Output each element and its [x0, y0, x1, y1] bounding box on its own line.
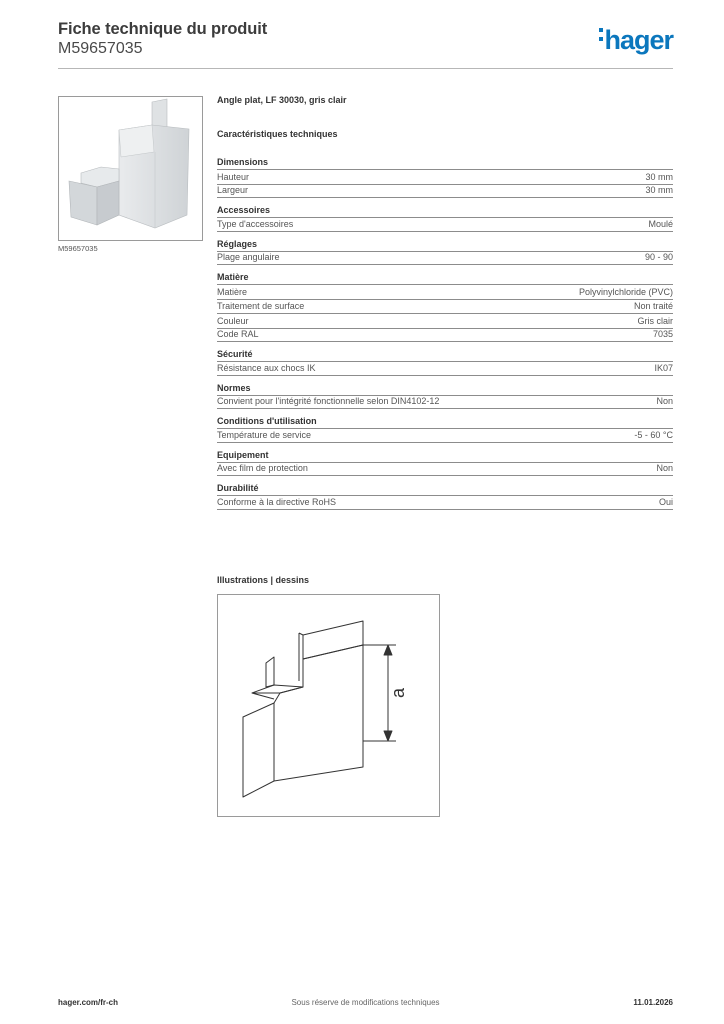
spec-rows	[217, 217, 673, 232]
dimension-drawing-icon	[218, 595, 439, 816]
dimension-drawing	[217, 594, 440, 817]
spec-row	[217, 284, 673, 299]
section-title: Durabilité	[217, 483, 259, 493]
spec-row	[217, 313, 673, 328]
spec-value: Non traité	[633, 301, 673, 311]
spec-row	[217, 428, 673, 443]
spec-value: 30 mm	[645, 171, 673, 182]
spec-value: Non	[656, 396, 673, 406]
spec-value: Moulé	[648, 218, 673, 229]
spec-row	[217, 184, 673, 199]
spec-rows	[217, 462, 673, 477]
spec-section	[217, 415, 673, 443]
spec-label: Plage angulaire	[217, 252, 280, 262]
spec-rows	[217, 395, 673, 410]
spec-rows	[217, 495, 673, 510]
spec-label: Température de service	[217, 429, 312, 440]
spec-label: Type d'accessoires	[217, 218, 294, 229]
spec-section	[217, 482, 673, 510]
spec-label: Couleur	[217, 315, 249, 326]
spec-value: 7035	[652, 329, 673, 339]
spec-label: Matière	[217, 286, 248, 297]
product-reference: M59657035	[58, 40, 143, 57]
spec-rows	[217, 169, 673, 198]
spec-rows	[217, 251, 673, 266]
tech-specs-title: Caractéristiques techniques	[217, 129, 338, 139]
section-title: Réglages	[217, 238, 258, 249]
logo-text: hager	[604, 25, 673, 55]
spec-row	[217, 217, 673, 232]
spec-label: Hauteur	[217, 171, 250, 182]
section-title: Conditions d'utilisation	[217, 416, 317, 426]
page-title: Fiche technique du produit	[58, 20, 268, 38]
section-title: Equipement	[217, 449, 269, 460]
section-title: Accessoires	[217, 205, 271, 215]
spec-section	[217, 348, 673, 376]
spec-rows	[217, 428, 673, 443]
spec-value: 30 mm	[645, 185, 673, 195]
spec-value: Polyvinylchloride (PVC)	[578, 286, 673, 297]
spec-row	[217, 169, 673, 184]
spec-row	[217, 299, 673, 314]
spec-row	[217, 462, 673, 477]
spec-rows	[217, 361, 673, 376]
spec-row	[217, 251, 673, 266]
spec-row	[217, 361, 673, 376]
spec-section	[217, 238, 673, 266]
spec-value: IK07	[654, 362, 673, 373]
section-title: Dimensions	[217, 157, 269, 167]
spec-label: Conforme à la directive RoHS	[217, 496, 337, 507]
spec-value: Oui	[658, 496, 673, 507]
spec-row	[217, 495, 673, 510]
logo-colon-icon	[598, 24, 604, 46]
spec-label: Largeur	[217, 185, 249, 195]
spec-row	[217, 328, 673, 343]
section-title: Sécurité	[217, 349, 253, 359]
spec-row	[217, 395, 673, 410]
page-header	[58, 20, 673, 70]
spec-section	[217, 156, 673, 198]
spec-section	[217, 204, 673, 232]
dimension-label: a	[388, 687, 408, 699]
spec-label: Traitement de surface	[217, 301, 305, 311]
spec-value: -5 - 60 °C	[634, 429, 673, 440]
footer-date: 11.01.2026	[633, 998, 673, 1007]
spec-section	[217, 449, 673, 477]
spec-content	[217, 95, 673, 510]
spec-label: Avec film de protection	[217, 463, 308, 473]
spec-value: Non	[656, 463, 673, 473]
spec-value: 90 - 90	[644, 252, 673, 262]
spec-label: Convient pour l'intégrité fonctionnelle selon DIN4102-12	[217, 396, 440, 406]
footer-disclaimer: Sous réserve de modifications techniques	[291, 998, 440, 1007]
footer-website: hager.com/fr-ch	[58, 998, 119, 1007]
header-divider	[58, 68, 673, 69]
hager-logo	[598, 25, 673, 56]
spec-section	[217, 271, 673, 342]
angle-plat-product-photo-icon	[59, 97, 202, 240]
section-title: Matière	[217, 272, 249, 282]
product-photo	[58, 96, 203, 241]
spec-label: Résistance aux chocs IK	[217, 362, 316, 373]
photo-caption: M59657035	[58, 244, 98, 253]
spec-value: Gris clair	[637, 315, 673, 326]
spec-label: Code RAL	[217, 329, 259, 339]
spec-section	[217, 382, 673, 410]
illustrations-title: Illustrations | dessins	[217, 575, 310, 585]
product-name: Angle plat, LF 30030, gris clair	[217, 95, 347, 105]
section-title: Normes	[217, 382, 251, 393]
spec-rows	[217, 284, 673, 342]
